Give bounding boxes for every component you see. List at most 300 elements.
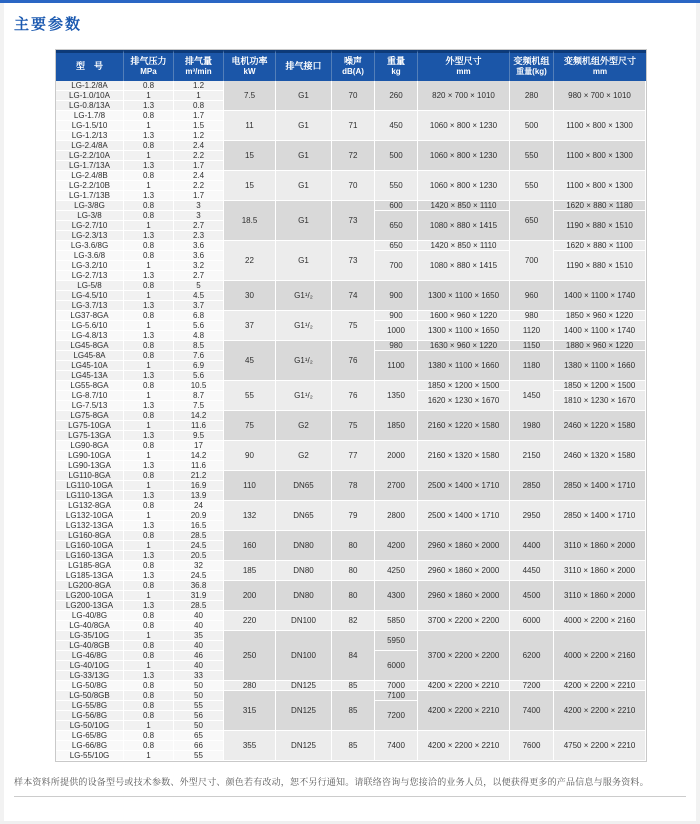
model-cell: LG-1.2/13 [56,131,124,141]
page-title: 主要参数 [14,16,83,33]
port-cell: DN65 [276,501,332,531]
displacement-cell: 0.8 [174,101,224,111]
vfd-dims-cell: 1400 × 1100 × 1740 [554,281,646,311]
vfd-weight-cell: 500 [510,111,554,141]
model-cell: LG45-10A [56,361,124,371]
displacement-cell: 46 [174,651,224,661]
vfd-weight-cell: 2150 [510,441,554,471]
weight-cell: 1100 [375,351,418,381]
displacement-cell: 1.5 [174,121,224,131]
pressure-cell: 1 [124,121,174,131]
model-cell: LG-65/8G [56,731,124,741]
displacement-cell: 13.9 [174,491,224,501]
displacement-cell: 5.6 [174,371,224,381]
model-cell: LG-55/10G [56,751,124,761]
pressure-cell: 0.8 [124,441,174,451]
displacement-cell: 5 [174,281,224,291]
pressure-cell: 1.3 [124,301,174,311]
pressure-cell: 1 [124,631,174,641]
power-cell: 160 [224,531,276,561]
dims-cell: 2500 × 1400 × 1710 [418,471,510,501]
model-cell: LG-1.7/13A [56,161,124,171]
pressure-cell: 0.8 [124,351,174,361]
noise-cell: 77 [332,441,375,471]
weight-cell: 5850 [375,611,418,631]
vfd-weight-cell: 1150 [510,341,554,351]
pressure-cell: 0.8 [124,341,174,351]
power-cell: 200 [224,581,276,611]
model-cell: LG75-10GA [56,421,124,431]
vfd-weight-cell: 7600 [510,731,554,761]
displacement-cell: 10.5 [174,381,224,391]
weight-cell: 550 [375,171,418,201]
displacement-cell: 17 [174,441,224,451]
weight-cell: 900 [375,311,418,321]
table-row [56,611,646,621]
vfd-dims-cell: 4200 × 2200 × 2210 [554,681,646,691]
model-cell: LG45-8A [56,351,124,361]
vfd-weight-cell: 1980 [510,411,554,441]
displacement-cell: 14.2 [174,451,224,461]
dims-cell: 1300 × 1100 × 1650 [418,281,510,311]
displacement-cell: 2.7 [174,221,224,231]
pressure-cell: 0.8 [124,471,174,481]
dims-cell: 1060 × 800 × 1230 [418,171,510,201]
pressure-cell: 1.3 [124,601,174,611]
vfd-weight-cell: 1180 [510,351,554,381]
table-row [56,201,646,211]
noise-cell: 80 [332,581,375,611]
port-cell: G2 [276,441,332,471]
weight-cell: 260 [375,81,418,111]
model-cell: LG-1.7/8 [56,111,124,121]
dims-cell: 1420 × 850 × 1110 [418,241,510,251]
noise-cell: 85 [332,691,375,731]
dims-cell: 4200 × 2200 × 2210 [418,731,510,761]
vfd-dims-cell: 2460 × 1220 × 1580 [554,411,646,441]
noise-cell: 85 [332,731,375,761]
top-accent-bar [0,0,700,3]
noise-cell: 80 [332,531,375,561]
displacement-cell: 55 [174,701,224,711]
vfd-weight-cell: 980 [510,311,554,321]
pressure-cell: 1.3 [124,551,174,561]
displacement-cell: 24.5 [174,571,224,581]
displacement-cell: 3.6 [174,251,224,261]
vfd-dims-cell: 980 × 700 × 1010 [554,81,646,111]
pressure-cell: 0.8 [124,741,174,751]
model-cell: LG75-13GA [56,431,124,441]
noise-cell: 79 [332,501,375,531]
port-cell: DN80 [276,531,332,561]
model-cell: LG-1.7/13B [56,191,124,201]
power-cell: 90 [224,441,276,471]
model-cell: LG-3.6/8 [56,251,124,261]
column-header: 型 号 [56,50,124,81]
power-cell: 7.5 [224,81,276,111]
pressure-cell: 0.8 [124,141,174,151]
pressure-cell: 1 [124,181,174,191]
model-cell: LG-3.7/13 [56,301,124,311]
port-cell: G1 [276,111,332,141]
model-cell: LG-2.3/13 [56,231,124,241]
dims-cell: 1060 × 800 × 1230 [418,141,510,171]
pressure-cell: 0.8 [124,691,174,701]
model-cell: LG200-8GA [56,581,124,591]
vfd-weight-cell: 2850 [510,471,554,501]
pressure-cell: 1.3 [124,521,174,531]
model-cell: LG-3.2/10 [56,261,124,271]
dims-cell: 1420 × 850 × 1110 [418,201,510,211]
model-cell: LG-3.6/8G [56,241,124,251]
pressure-cell: 1.3 [124,431,174,441]
port-cell: DN125 [276,691,332,731]
port-cell: DN80 [276,561,332,581]
displacement-cell: 20.5 [174,551,224,561]
displacement-cell: 4.8 [174,331,224,341]
dims-cell: 1080 × 880 × 1415 [418,251,510,281]
displacement-cell: 56 [174,711,224,721]
table-row [56,561,646,571]
port-cell: G1¹/₂ [276,381,332,411]
noise-cell: 73 [332,201,375,241]
pressure-cell: 1 [124,481,174,491]
weight-cell: 7200 [375,701,418,731]
power-cell: 55 [224,381,276,411]
model-cell: LG37-8GA [56,311,124,321]
pressure-cell: 1 [124,591,174,601]
model-cell: LG-3/8G [56,201,124,211]
weight-cell: 1850 [375,411,418,441]
port-cell: G1 [276,241,332,281]
weight-cell: 450 [375,111,418,141]
pressure-cell: 1.3 [124,161,174,171]
pressure-cell: 0.8 [124,281,174,291]
pressure-cell: 0.8 [124,201,174,211]
port-cell: G1 [276,81,332,111]
vfd-dims-cell: 1400 × 1100 × 1740 [554,321,646,341]
column-header: 外型尺寸 mm [418,50,510,81]
weight-cell: 5950 [375,631,418,651]
pressure-cell: 1 [124,221,174,231]
pressure-cell: 1.3 [124,101,174,111]
noise-cell: 78 [332,471,375,501]
dims-cell: 1620 × 1230 × 1670 [418,391,510,411]
pressure-cell: 1 [124,391,174,401]
displacement-cell: 21.2 [174,471,224,481]
table-row [56,441,646,451]
model-cell: LG90-8GA [56,441,124,451]
displacement-cell: 2.3 [174,231,224,241]
pressure-cell: 1 [124,91,174,101]
displacement-cell: 3.6 [174,241,224,251]
displacement-cell: 20.9 [174,511,224,521]
power-cell: 30 [224,281,276,311]
noise-cell: 74 [332,281,375,311]
model-cell: LG-66/8G [56,741,124,751]
displacement-cell: 8.5 [174,341,224,351]
displacement-cell: 55 [174,751,224,761]
displacement-cell: 2.4 [174,171,224,181]
weight-cell: 6000 [375,651,418,681]
model-cell: LG132-10GA [56,511,124,521]
weight-cell: 2800 [375,501,418,531]
vfd-weight-cell: 6200 [510,631,554,681]
weight-cell: 500 [375,141,418,171]
displacement-cell: 3 [174,211,224,221]
pressure-cell: 0.8 [124,81,174,91]
vfd-weight-cell: 280 [510,81,554,111]
pressure-cell: 1.3 [124,231,174,241]
port-cell: DN65 [276,471,332,501]
pressure-cell: 0.8 [124,681,174,691]
noise-cell: 75 [332,411,375,441]
noise-cell: 70 [332,81,375,111]
pressure-cell: 0.8 [124,111,174,121]
dims-cell: 1300 × 1100 × 1650 [418,321,510,341]
vfd-dims-cell: 1100 × 800 × 1300 [554,141,646,171]
model-cell: LG-50/8GB [56,691,124,701]
model-cell: LG160-8GA [56,531,124,541]
displacement-cell: 1 [174,91,224,101]
vfd-weight-cell: 960 [510,281,554,311]
displacement-cell: 3 [174,201,224,211]
vfd-dims-cell: 1620 × 880 × 1180 [554,201,646,211]
pressure-cell: 0.8 [124,411,174,421]
dims-cell: 1600 × 960 × 1220 [418,311,510,321]
dims-cell: 2160 × 1220 × 1580 [418,411,510,441]
displacement-cell: 6.8 [174,311,224,321]
page-left-edge [0,3,4,824]
pressure-cell: 0.8 [124,701,174,711]
pressure-cell: 0.8 [124,651,174,661]
displacement-cell: 31.9 [174,591,224,601]
weight-cell: 650 [375,241,418,251]
displacement-cell: 7.5 [174,401,224,411]
dims-cell: 2500 × 1400 × 1710 [418,501,510,531]
footer-divider [14,796,686,797]
power-cell: 185 [224,561,276,581]
table-row [56,471,646,481]
pressure-cell: 1.3 [124,191,174,201]
weight-cell: 1350 [375,381,418,411]
vfd-weight-cell: 6000 [510,611,554,631]
vfd-dims-cell: 1190 × 880 × 1510 [554,211,646,241]
table-row [56,311,646,321]
model-cell: LG-7.5/13 [56,401,124,411]
dims-cell: 2960 × 1860 × 2000 [418,531,510,561]
pressure-cell: 1 [124,511,174,521]
displacement-cell: 24 [174,501,224,511]
weight-cell: 900 [375,281,418,311]
column-header: 变频机组外型尺寸 mm [554,50,646,81]
dims-cell: 3700 × 2200 × 2200 [418,631,510,681]
vfd-weight-cell: 550 [510,171,554,201]
model-cell: LG-2.7/10 [56,221,124,231]
table-row [56,141,646,151]
noise-cell: 84 [332,631,375,681]
dims-cell: 4200 × 2200 × 2210 [418,691,510,731]
displacement-cell: 40 [174,621,224,631]
pressure-cell: 0.8 [124,171,174,181]
table-row [56,111,646,121]
displacement-cell: 50 [174,681,224,691]
pressure-cell: 1 [124,361,174,371]
vfd-weight-cell: 1450 [510,381,554,411]
displacement-cell: 2.7 [174,271,224,281]
displacement-cell: 1.7 [174,161,224,171]
vfd-dims-cell: 4000 × 2200 × 2160 [554,631,646,681]
vfd-dims-cell: 2850 × 1400 × 1710 [554,501,646,531]
noise-cell: 75 [332,311,375,341]
vfd-dims-cell: 3110 × 1860 × 2000 [554,581,646,611]
vfd-dims-cell: 2850 × 1400 × 1710 [554,471,646,501]
power-cell: 22 [224,241,276,281]
displacement-cell: 11.6 [174,461,224,471]
vfd-dims-cell: 1190 × 880 × 1510 [554,251,646,281]
dims-cell: 1060 × 800 × 1230 [418,111,510,141]
displacement-cell: 66 [174,741,224,751]
displacement-cell: 14.2 [174,411,224,421]
pressure-cell: 0.8 [124,251,174,261]
displacement-cell: 6.9 [174,361,224,371]
vfd-weight-cell: 550 [510,141,554,171]
model-cell: LG90-13GA [56,461,124,471]
displacement-cell: 28.5 [174,531,224,541]
weight-cell: 4200 [375,531,418,561]
page-right-edge [696,3,700,824]
model-cell: LG-5/8 [56,281,124,291]
dims-cell: 3700 × 2200 × 2200 [418,611,510,631]
displacement-cell: 32 [174,561,224,571]
displacement-cell: 2.2 [174,151,224,161]
weight-cell: 1000 [375,321,418,341]
port-cell: G1 [276,201,332,241]
vfd-dims-cell: 1850 × 1200 × 1500 [554,381,646,391]
column-header: 噪声 dB(A) [332,50,375,81]
port-cell: DN125 [276,731,332,761]
table-row [56,341,646,351]
pressure-cell: 0.8 [124,531,174,541]
pressure-cell: 0.8 [124,641,174,651]
port-cell: G2 [276,411,332,441]
pressure-cell: 1.3 [124,271,174,281]
pressure-cell: 0.8 [124,561,174,571]
displacement-cell: 3.2 [174,261,224,271]
noise-cell: 82 [332,611,375,631]
table-row [56,681,646,691]
weight-cell: 4250 [375,561,418,581]
pressure-cell: 0.8 [124,381,174,391]
pressure-cell: 0.8 [124,241,174,251]
port-cell: DN100 [276,611,332,631]
model-cell: LG110-8GA [56,471,124,481]
model-cell: LG-1.2/8A [56,81,124,91]
weight-cell: 7400 [375,731,418,761]
power-cell: 15 [224,141,276,171]
port-cell: G1¹/₂ [276,281,332,311]
footer-note: 样本资料所提供的设备型号或技术参数、外型尺寸、颜色若有改动，恕不另行通知。请联络咨询与您接洽的业务人员，以便获得更多的产品信息与服务资料。 [14,777,649,787]
table-row [56,411,646,421]
pressure-cell: 1.3 [124,401,174,411]
model-cell: LG160-13GA [56,551,124,561]
table-row [56,581,646,591]
model-cell: LG200-10GA [56,591,124,601]
model-cell: LG110-13GA [56,491,124,501]
model-cell: LG132-8GA [56,501,124,511]
model-cell: LG-33/13G [56,671,124,681]
model-cell: LG110-10GA [56,481,124,491]
model-cell: LG-50/10G [56,721,124,731]
power-cell: 355 [224,731,276,761]
vfd-weight-cell: 7400 [510,691,554,731]
dims-cell: 2960 × 1860 × 2000 [418,581,510,611]
model-cell: LG-40/10G [56,661,124,671]
model-cell: LG90-10GA [56,451,124,461]
power-cell: 315 [224,691,276,731]
pressure-cell: 1 [124,321,174,331]
vfd-weight-cell: 650 [510,201,554,241]
displacement-cell: 28.5 [174,601,224,611]
column-header: 排气量 m³/min [174,50,224,81]
power-cell: 280 [224,681,276,691]
model-cell: LG-40/8G [56,611,124,621]
dims-cell: 1630 × 960 × 1220 [418,341,510,351]
displacement-cell: 36.8 [174,581,224,591]
vfd-weight-cell: 2950 [510,501,554,531]
vfd-dims-cell: 1620 × 880 × 1100 [554,241,646,251]
displacement-cell: 5.6 [174,321,224,331]
table-row [56,691,646,701]
column-header: 排气接口 [276,50,332,81]
vfd-weight-cell: 4400 [510,531,554,561]
pressure-cell: 0.8 [124,211,174,221]
weight-cell: 2000 [375,441,418,471]
dims-cell: 2160 × 1320 × 1580 [418,441,510,471]
model-cell: LG160-10GA [56,541,124,551]
weight-cell: 980 [375,341,418,351]
pressure-cell: 0.8 [124,731,174,741]
model-cell: LG55-8GA [56,381,124,391]
model-cell: LG-55/8G [56,701,124,711]
pressure-cell: 0.8 [124,611,174,621]
model-cell: LG-1.0/10A [56,91,124,101]
table-row [56,731,646,741]
displacement-cell: 8.7 [174,391,224,401]
pressure-cell: 1 [124,151,174,161]
weight-cell: 2700 [375,471,418,501]
table-row [56,281,646,291]
displacement-cell: 24.5 [174,541,224,551]
pressure-cell: 1 [124,541,174,551]
power-cell: 18.5 [224,201,276,241]
dims-cell: 1380 × 1100 × 1660 [418,351,510,381]
displacement-cell: 9.5 [174,431,224,441]
power-cell: 45 [224,341,276,381]
power-cell: 75 [224,411,276,441]
model-cell: LG-40/8GA [56,621,124,631]
column-header: 排气压力 MPa [124,50,174,81]
vfd-dims-cell: 1880 × 960 × 1220 [554,341,646,351]
port-cell: G1¹/₂ [276,341,332,381]
vfd-weight-cell: 1120 [510,321,554,341]
table-row [56,531,646,541]
power-cell: 11 [224,111,276,141]
displacement-cell: 16.5 [174,521,224,531]
displacement-cell: 1.7 [174,191,224,201]
displacement-cell: 11.6 [174,421,224,431]
model-cell: LG185-8GA [56,561,124,571]
